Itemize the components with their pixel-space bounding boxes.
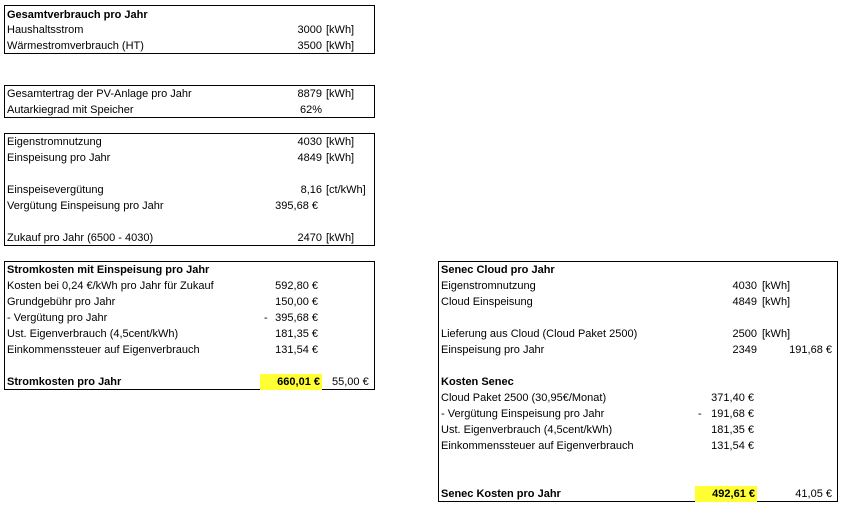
cost-label: Einkommenssteuer auf Eigenverbrauch xyxy=(441,440,634,452)
cost-value: 395,68 € xyxy=(275,312,318,324)
row-label: Zukauf pro Jahr (6500 - 4030) xyxy=(7,232,154,244)
stromkosten-total-label: Stromkosten pro Jahr xyxy=(7,376,122,388)
cost-label: Grundgebühr pro Jahr xyxy=(7,296,116,308)
row-unit: [kWh] xyxy=(326,136,355,148)
row-label: Einspeisung pro Jahr xyxy=(7,152,111,164)
row-value: 2349 xyxy=(732,344,757,356)
row-label: Wärmestromverbrauch (HT) xyxy=(7,40,144,52)
row-label: Gesamtertrag der PV-Anlage pro Jahr xyxy=(7,88,192,100)
row-amount: 191,68 € xyxy=(789,344,832,356)
gesamtverbrauch-title: Gesamtverbrauch pro Jahr xyxy=(7,9,148,21)
stromkosten-total-monthly: 55,00 € xyxy=(332,376,369,388)
row-unit: [kWh] xyxy=(326,232,355,244)
cost-value: 592,80 € xyxy=(275,280,318,292)
row-label: Lieferung aus Cloud (Cloud Paket 2500) xyxy=(441,328,638,340)
row-unit: [kWh] xyxy=(326,24,355,36)
row-unit: [kWh] xyxy=(326,40,355,52)
row-value: 4849 xyxy=(297,152,322,164)
cost-value: 181,35 € xyxy=(275,328,318,340)
cost-label: Ust. Eigenverbrauch (4,5cent/kWh) xyxy=(7,328,179,340)
row-value: 3000 xyxy=(297,24,322,36)
cost-value: 131,54 € xyxy=(711,440,754,452)
senec-total-value: 492,61 € xyxy=(695,486,757,502)
cost-label: - Vergütung Einspeisung pro Jahr xyxy=(441,408,605,420)
row-unit: [kWh] xyxy=(326,88,355,100)
senec-total-monthly: 41,05 € xyxy=(795,488,832,500)
row-unit: [ct/kWh] xyxy=(326,184,366,196)
row-unit: [kWh] xyxy=(326,152,355,164)
row-value: 3500 xyxy=(297,40,322,52)
cost-value: 191,68 € xyxy=(711,408,754,420)
row-unit: [kWh] xyxy=(762,296,791,308)
cost-value: 181,35 € xyxy=(711,424,754,436)
row-label: Autarkiegrad mit Speicher xyxy=(7,104,134,116)
row-unit: [kWh] xyxy=(762,328,791,340)
cost-label: Einkommenssteuer auf Eigenverbrauch xyxy=(7,344,200,356)
row-label: Einspeisung pro Jahr xyxy=(441,344,545,356)
cost-value: 131,54 € xyxy=(275,344,318,356)
row-label: Einspeisevergütung xyxy=(7,184,104,196)
cost-label: - Vergütung pro Jahr xyxy=(7,312,108,324)
senec-costs-title: Kosten Senec xyxy=(441,376,514,388)
row-label: Cloud Einspeisung xyxy=(441,296,533,308)
cost-value: 150,00 € xyxy=(275,296,318,308)
row-label: Vergütung Einspeisung pro Jahr xyxy=(7,200,164,212)
row-value: 2500 xyxy=(732,328,757,340)
row-value: 4030 xyxy=(297,136,322,148)
row-value: 2470 xyxy=(297,232,322,244)
cost-sign: - xyxy=(698,408,702,420)
row-value: 8,16 xyxy=(300,184,322,196)
stromkosten-title: Stromkosten mit Einspeisung pro Jahr xyxy=(7,264,210,276)
row-unit: [kWh] xyxy=(762,280,791,292)
senec-total-label: Senec Kosten pro Jahr xyxy=(441,488,561,500)
row-label: Haushaltsstrom xyxy=(7,24,84,36)
row-value: 4030 xyxy=(732,280,757,292)
row-value: 395,68 € xyxy=(275,200,318,212)
row-value: 8879 xyxy=(297,88,322,100)
stromkosten-total-value: 660,01 € xyxy=(260,374,322,390)
row-label: Eigenstromnutzung xyxy=(441,280,536,292)
cost-sign: - xyxy=(264,312,268,324)
row-value: 4849 xyxy=(732,296,757,308)
cost-label: Ust. Eigenverbrauch (4,5cent/kWh) xyxy=(441,424,613,436)
row-value: 62% xyxy=(299,104,322,116)
cost-value: 371,40 € xyxy=(711,392,754,404)
senec-title: Senec Cloud pro Jahr xyxy=(441,264,555,276)
cost-label: Cloud Paket 2500 (30,95€/Monat) xyxy=(441,392,607,404)
cost-label: Kosten bei 0,24 €/kWh pro Jahr für Zukauf xyxy=(7,280,214,292)
row-label: Eigenstromnutzung xyxy=(7,136,102,148)
